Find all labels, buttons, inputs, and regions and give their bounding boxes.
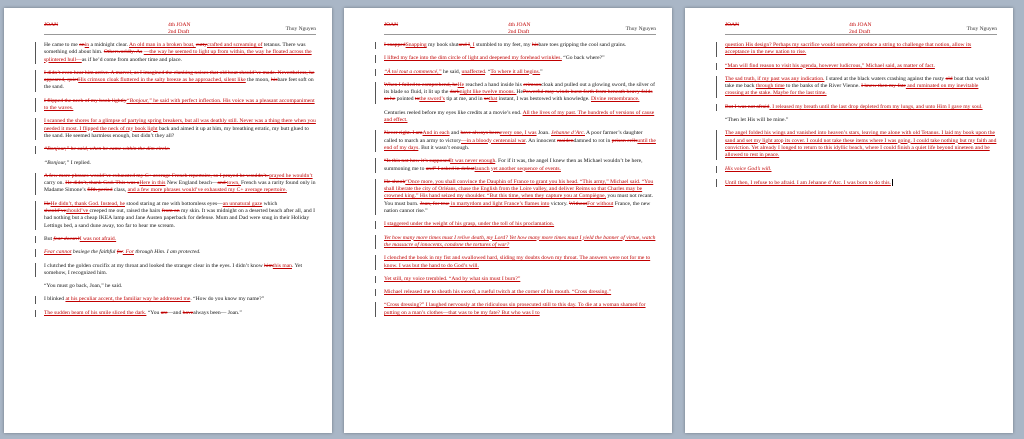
- header-draft-line1: 4th JOAN: [168, 22, 191, 28]
- body-text: tip at me, and in: [444, 96, 484, 103]
- inserted-text: and ruminated on my inevitable crossing at the stake.: [725, 83, 979, 97]
- header-rule: [384, 34, 656, 35]
- paragraph[interactable]: [44, 98, 316, 113]
- deleted-text: and: [217, 180, 227, 187]
- paragraph[interactable]: [384, 42, 656, 49]
- body-text: through Him. I am protected.: [133, 249, 201, 256]
- body-text: stumbled to my feet, my: [474, 42, 532, 48]
- inserted-text: Until then, I refuse to be afraid. I am Jehanne d’Arc. I was born to do this.: [725, 179, 891, 186]
- body-text: and: [449, 130, 461, 137]
- paragraph[interactable]: [384, 289, 656, 296]
- body-text: creeped me out, raised the hairs: [89, 208, 162, 215]
- header-author: Thuy Nguyen: [625, 26, 656, 32]
- body-text: I clutched the golden crucifix at my throat and looked the stranger clear in the eyes. I didn’t know: [44, 262, 265, 269]
- inserted-text: Yet how many more times must I relive death, my Lord? Yet how many more times must I yield the banner of virtue, watch the massacre of innocents, condone the tortures of war?: [384, 234, 656, 248]
- paragraph[interactable]: [44, 263, 316, 278]
- inserted-text: through time: [755, 83, 785, 90]
- deleted-text: But I was not afraid: [725, 103, 770, 110]
- inserted-text: that: [488, 96, 498, 103]
- paragraph[interactable]: [44, 70, 316, 92]
- text-cursor: [892, 179, 893, 186]
- inserted-text: and a few more phrases would’ve exhausted my C+ average repertoire.: [127, 187, 287, 194]
- paragraph[interactable]: [44, 118, 316, 140]
- deleted-text: A few more phrases would’ve exhausted my C+ average French repertoire, so I prayed he wouldn’t.: [44, 172, 270, 179]
- paragraph[interactable]: [384, 82, 656, 104]
- deleted-text: Never right. I am: [384, 130, 423, 137]
- body-text: Centuries reeled before my eyes like credits at a movie’s end.: [384, 109, 523, 116]
- deleted-text: for: [116, 249, 123, 256]
- inserted-text: . For: [122, 249, 134, 256]
- body-text: cloak and pulled out a glowing sword, the silver of its blade so fluid, it lit up the: [384, 81, 655, 96]
- body-text: boat that would take me back: [725, 75, 989, 90]
- body-text: always been— Joan.”: [193, 309, 242, 316]
- deleted-text: from on: [161, 208, 180, 215]
- inserted-text: The angel folded his wings and vanished into heaven’s stars, leaving me alone with old Tetanus. I laid my book upon the sand and set my light atop its cover. I could not take these items where I was going. I could take nothing but my faith and conviction. Yet already I longed to return to this idyllic beach, where I could finish a quiet life beyond nineteen and be allowed to rest in peace.: [725, 130, 997, 159]
- body-text: instant, I was bestowed with knowledge.: [497, 96, 591, 103]
- body-text: which: [262, 200, 278, 207]
- inserted-text: Here in this: [139, 180, 166, 187]
- body-text: he said,: [441, 68, 462, 75]
- inserted-text: should’ve: [66, 208, 90, 215]
- paragraph[interactable]: [44, 160, 316, 167]
- inserted-text: Divine remembrance.: [590, 96, 640, 103]
- header-draft-line2: 2nd Draft: [849, 29, 871, 35]
- paragraph[interactable]: [725, 130, 997, 159]
- header-draft-line2: 2nd Draft: [508, 29, 530, 35]
- inserted-text: “Once more, you shall convince the Dauphin of France to grant you his: [405, 178, 567, 185]
- inserted-text: “Man will find reason to visit his agenda, however ludicrous,” Michael said, as matter of fact.: [725, 62, 935, 69]
- inserted-text: “À toi tout a commencé,”: [384, 68, 442, 75]
- paragraph[interactable]: [384, 69, 656, 76]
- inserted-text: I scanned the shores for a glimpse of partying spring breakers, but all was deathly still. Never was a thing there when you needed it most. I flipped the neck of my book light: [44, 118, 316, 132]
- inserted-text: unaffected: [461, 68, 486, 75]
- deleted-text: are: [160, 309, 168, 316]
- inserted-text: , I: [469, 42, 475, 48]
- paragraph[interactable]: [44, 236, 316, 243]
- inserted-text: Michael released me to sheath his sword, a rueful twitch at the corner of his mouth. “Cross dressing.”: [384, 289, 612, 296]
- page-header: [725, 22, 997, 42]
- deleted-text: I snapped: [384, 42, 406, 48]
- body-text: . “How do you know my name?”: [190, 296, 265, 303]
- paragraph[interactable]: [725, 179, 997, 187]
- paragraph[interactable]: [384, 110, 656, 125]
- inserted-text: crafted and screaming of: [207, 42, 263, 48]
- document-page-1[interactable]: [4, 8, 332, 433]
- body-text: stood staring at me with bottomless eyes—: [125, 200, 223, 207]
- body-text: He came to me: [44, 42, 80, 48]
- header-rule: [725, 34, 997, 35]
- body-text: “Then let His will be mine.”: [725, 117, 789, 124]
- inserted-text: . I released my breath until the last drop depleted from my lungs, and unto Him I gave my soul.: [769, 103, 983, 110]
- inserted-text: He: [457, 81, 465, 88]
- deleted-text: I knew then my fate: [861, 83, 906, 90]
- inserted-text: “Bonjour,”: [126, 97, 152, 104]
- deleted-text: I flipped the neck of my book lightly: [44, 97, 127, 104]
- body-text: “Bonjour,”: [44, 159, 70, 166]
- deleted-text: “Is this not how it’s supposed: [384, 158, 451, 165]
- paragraph[interactable]: [44, 310, 316, 317]
- deleted-text: him: [264, 262, 273, 269]
- inserted-text: he said with perfect inflection. His voice was a pleasant accompaniment to the waves.: [44, 97, 315, 112]
- header-draft-line2: 2nd Draft: [168, 29, 190, 35]
- paragraph[interactable]: [384, 255, 656, 270]
- deleted-text: crimson: [523, 81, 542, 88]
- body-text: . “: [485, 68, 491, 75]
- deleted-text: old: [945, 75, 953, 82]
- inserted-text: launch yet another sequence of events.: [474, 165, 561, 172]
- body-text: . But it wasn’t enough.: [418, 144, 470, 151]
- deleted-text: have: [182, 309, 194, 316]
- inserted-text: Jehanne d’Arc.: [551, 130, 585, 137]
- paragraph[interactable]: [384, 130, 656, 152]
- body-text: I stared at the black waters crashing against the rusty: [824, 75, 946, 82]
- body-text: tetanus. There was something odd about him.: [44, 42, 306, 56]
- deleted-text: Powerful may winds burst forth from beneath heavy folds as he: [384, 89, 653, 103]
- paragraph[interactable]: [725, 104, 997, 111]
- header-author: Thuy Nguyen: [285, 26, 316, 32]
- deleted-text: He shook: [384, 178, 406, 185]
- deleted-text: fear doesn’t: [53, 235, 80, 242]
- inserted-text: For without: [587, 200, 614, 207]
- inserted-text: The sudden beam of his smile sliced the dark.: [44, 309, 147, 316]
- body-text: French was a rarity found only in Madame Simone’s: [44, 180, 316, 194]
- paragraph[interactable]: [44, 201, 316, 230]
- inserted-text: —the way he seemed to light up from within, the way he floated across the splintered hull—: [44, 49, 312, 63]
- body-text: I replied.: [69, 159, 91, 166]
- document-page-2[interactable]: [344, 8, 672, 433]
- body-text: . An innocent: [525, 137, 558, 144]
- inserted-text: I was not afraid.: [79, 235, 117, 242]
- deleted-text: fifth period: [87, 187, 113, 194]
- body-text: besiege the faithful: [71, 249, 117, 256]
- deleted-text: He: [44, 200, 51, 207]
- body-text: A poor farmer’s daughter called to march an army to victory: [384, 130, 643, 144]
- deleted-text: “Bonjour,” he said, when he came within the dim circle.: [44, 146, 170, 153]
- inserted-text: an unnatural gaze: [222, 200, 263, 207]
- deleted-text: and” I asked in defeat: [425, 165, 475, 172]
- header-name: JOAN: [44, 22, 59, 28]
- inserted-text: —in a bloody centennial war: [461, 137, 526, 144]
- inserted-text: at his peculiar accent, the familiar way he addressed me: [65, 296, 191, 303]
- body-text: . For if it was, the angel I knew then as Michael wouldn’t be here, summoning me to: [384, 158, 643, 172]
- inserted-text: question His design? Perhaps my sacrifice would somehow produce a string to challenge that notion, allow its acceptance in the new nation to rise.: [725, 42, 972, 56]
- deleted-text: He didn’t, thank God. This was a: [65, 180, 140, 187]
- inserted-text: All the lives of my past. The hundreds of versions of cause and effect.: [384, 109, 655, 124]
- body-text: ”: [540, 68, 543, 75]
- paragraph[interactable]: [44, 173, 316, 195]
- body-text: a midnight clear.: [89, 42, 129, 48]
- inserted-text: To where it all begins.: [490, 68, 541, 75]
- page-header: [384, 22, 656, 42]
- deleted-text: prison cells: [611, 137, 638, 144]
- body-text: to the banks of the River Vienne.: [784, 83, 862, 90]
- inserted-text: An old man in a broken boat,: [129, 42, 196, 48]
- body-text: He: [516, 89, 523, 96]
- inserted-text: His voice God’s will.: [725, 165, 772, 172]
- body-text: But: [44, 235, 54, 242]
- body-text: “Go back where?”: [561, 55, 605, 62]
- paragraph[interactable]: [384, 276, 656, 283]
- inserted-text: night like twelve moons.: [459, 89, 517, 96]
- deleted-text: his: [270, 77, 278, 84]
- deleted-text: so: [483, 96, 489, 103]
- deleted-text: to: [414, 96, 420, 103]
- paragraph[interactable]: [384, 55, 656, 62]
- inserted-text: “Cross dressing?” I laughed nervously at the ridiculous sin prosecuted still to this day. To die at a woman shamed for putting on a man’s clothes—that was to be my fate? But who was I to: [384, 302, 646, 316]
- paragraph[interactable]: [44, 283, 316, 290]
- body-text: damned to rot in: [573, 137, 612, 144]
- body-text: reached a hand inside his: [464, 81, 524, 88]
- body-text: carry on.: [44, 180, 66, 187]
- paragraph[interactable]: [725, 63, 997, 70]
- deleted-text: and I: [458, 42, 470, 48]
- header-draft-line1: 4th JOAN: [508, 22, 531, 28]
- inserted-text: Snapping: [405, 42, 427, 48]
- header-draft-line1: 4th JOAN: [849, 22, 872, 28]
- deleted-text: dark: [449, 89, 460, 96]
- body-text: as if he’d come from another time and place.: [81, 56, 182, 63]
- inserted-text: His crimson cloak fluttered in the salty breeze as he approached, silent like: [78, 77, 246, 84]
- inserted-text: until the end of my days: [384, 137, 656, 151]
- body-text: “You must go back, Joan,” he said.: [44, 283, 123, 290]
- inserted-text: It was never enough: [450, 158, 496, 165]
- paragraph[interactable]: [44, 249, 316, 256]
- paragraph[interactable]: [384, 302, 656, 317]
- inserted-text: I lifted my face into the dim circle of light and deepened my forehead wrinkles.: [384, 55, 562, 62]
- inserted-text: in: [84, 42, 90, 48]
- body-text: bare feet soft on the sand.: [44, 77, 314, 91]
- inserted-text: Maybe for the last time.: [773, 90, 827, 97]
- paragraph[interactable]: [725, 76, 997, 98]
- body-text: my book shut: [426, 42, 459, 48]
- inserted-text: in martyrdom and light France’s flames into: [449, 200, 550, 207]
- paragraph[interactable]: [384, 221, 656, 228]
- paragraph[interactable]: [384, 158, 656, 173]
- body-text: France, the new nation cannot rise.”: [384, 200, 651, 215]
- page-header: [44, 22, 316, 42]
- deleted-text: I didn’t even hear him arrive. A marvel, as I imagined the clanking noises that old boat should’ve made. Nevertheless, he appeared, quiet: [44, 69, 315, 84]
- paragraph[interactable]: [44, 42, 316, 64]
- paragraph[interactable]: [44, 296, 316, 303]
- body-text: —and: [167, 309, 183, 316]
- inserted-text: And in each: [422, 130, 450, 137]
- inserted-text: every one, I was: [499, 130, 537, 137]
- header-name: JOAN: [384, 22, 399, 28]
- document-page-3[interactable]: [685, 8, 1013, 433]
- deleted-text: When I failed to comprehend, he: [384, 81, 458, 88]
- header-author: Thuy Nguyen: [966, 26, 997, 32]
- body-text: you must not recant. You must burn.: [384, 193, 654, 207]
- inserted-text: the sword’s: [419, 96, 445, 103]
- deleted-text: his: [531, 42, 539, 48]
- deleted-text: have always been: [460, 130, 500, 137]
- body-text: my skin. It was midnight on a deserted beach after all, and I had nothing but a cheap IKEA lamp and Jane Austen paperback for defense. Mum and Dad were snug in their Holiday Lettings bed, a sand dune away, too far to hear me scream.: [44, 208, 315, 229]
- header-name: JOAN: [725, 22, 740, 28]
- inserted-text: Fear cannot: [44, 249, 72, 256]
- paragraph[interactable]: [384, 235, 656, 250]
- header-rule: [44, 34, 316, 35]
- body-text: bare toes gripping the cool sand grains.: [538, 42, 627, 48]
- body-text: “You: [146, 309, 161, 316]
- body-text: . Yet somehow, I recognized him.: [44, 262, 303, 276]
- deleted-text: for true: [431, 200, 450, 207]
- body-text: class,: [112, 187, 128, 194]
- inserted-text: I staggered under the weight of his grasp, under the toll of his proclamation.: [384, 221, 555, 228]
- body-text: the moon,: [245, 77, 271, 84]
- paragraph[interactable]: [725, 166, 997, 173]
- paragraph[interactable]: [44, 146, 316, 153]
- deleted-text: Otherworldly. As: [103, 49, 143, 56]
- inserted-text: He didn’t, thank God. Instead, he: [50, 200, 125, 207]
- inserted-text: when they capture you at Compiègne,: [521, 193, 607, 200]
- body-text: victory.: [549, 200, 569, 207]
- body-text: New England beach—: [165, 180, 218, 187]
- inserted-text: town,: [226, 180, 241, 187]
- deleted-text: cutty: [195, 42, 207, 48]
- deleted-text: on: [79, 42, 85, 48]
- inserted-text: this man: [272, 262, 292, 269]
- deleted-text: Joan,: [419, 200, 432, 207]
- inserted-text: I clenched the book in my fist and swallowed hard, sliding my doubts down my throat. The answers were not for me to know. I was but the hand to do God’s will.: [384, 255, 651, 269]
- inserted-text: prayed he wouldn’t: [269, 172, 313, 179]
- paragraph[interactable]: [725, 42, 997, 57]
- body-text: back and aimed it up at him, my breathing erratic, my butt glued to the sand. He seemed harmless enough, but didn’t they all?: [44, 125, 309, 139]
- inserted-text: head. “This army,” Michael said. “You shall liberate the city of Orléans, chase the English from the Loire valley, and deliver Reims so that Charles may be crowned king.” His hand seized my shoulder. “But this time,: [384, 178, 654, 200]
- paragraph[interactable]: [725, 117, 997, 124]
- body-text: pointed: [395, 96, 415, 103]
- inserted-text: Yet still, my voice trembled. “And by what sin must I burn?”: [384, 275, 521, 282]
- body-text: I blinked: [44, 296, 66, 303]
- deleted-text: should’ve: [44, 208, 67, 215]
- deleted-text: Without: [568, 200, 588, 207]
- deleted-text: maiden: [557, 137, 574, 144]
- inserted-text: The sad truth, if my past was any indication.: [725, 75, 825, 82]
- body-text: Joan.: [536, 130, 551, 137]
- paragraph[interactable]: [384, 179, 656, 215]
